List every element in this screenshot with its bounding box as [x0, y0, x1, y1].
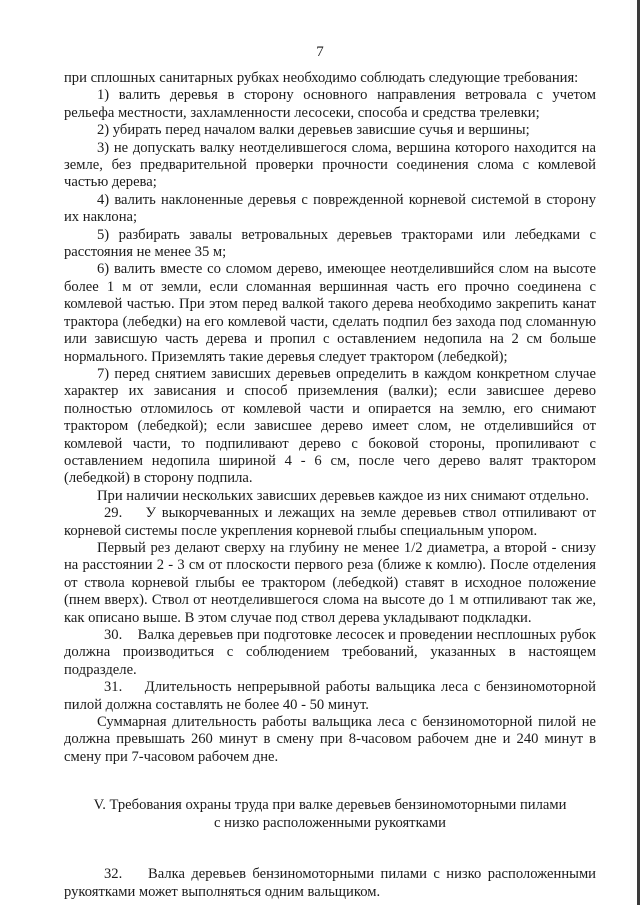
- paragraph-first-cut: Первый рез делают сверху на глубину не менее 1/2 диаметра, а второй - снизу на расстоянии 2 - 3 см от плоскости первого реза (ближе к комлю). После отделения от ствола корневой глыбы ее трактором (лебедкой) ставят в исходное положение (пнем вверх). Ствол от неотделившегося слома на высоте до 1 м отпиливают так же, как описано выше. В этом случае под ствол дерева укладывают подкладки.: [64, 539, 596, 626]
- paragraph-item-6: 6) валить вместе со сломом дерево, имеющее неотделившийся слом на высоте более 1 м от земли, если сломанная вершинная часть его прочно соединена с комлевой частью. При этом перед валкой такого дерева необходимо закрепить канат трактора (лебедки) на его комлевой части, сделать подпил без захода под сломанную или зависшую часть дерева и пропил с оставлением недопила на 2 см больше нормального. Приземлять такие деревья следует трактором (лебедкой);: [64, 261, 596, 365]
- paragraph-31: 31. Длительность непрерывной работы вальщика леса с бензиномоторной пилой должна составлять не более 40 - 50 минут.: [64, 679, 600, 713]
- paragraph-30: 30. Валка деревьев при подготовке лесосек и проведении несплошных рубок должна производиться с соблюдением требований, указанных в настоящем подразделе.: [64, 627, 600, 678]
- paragraph-item-7: 7) перед снятием зависших деревьев определить в каждом конкретном случае характер их зависания и способ приземления (валки); если зависшее дерево полностью отломилось от комлевой части и опирается на землю, его снимают трактором (лебедкой); если зависшее дерево имеет слом, не отделившийся от комлевой части, то подпиливают дерево с боковой стороны, пропиливают с оставлением недопила шириной 4 - 6 см, после чего дерево валят трактором (лебедкой) в сторону подпила.: [64, 365, 596, 487]
- paragraph-intro: при сплошных санитарных рубках необходимо соблюдать следующие требования:: [64, 70, 579, 86]
- paragraph-item-1: 1) валить деревья в сторону основного направления ветровала с учетом рельефа местности, захламленности лесосеки, способа и средства трелевки;: [64, 87, 596, 121]
- section-title-line-2: с низко расположенными рукоятками: [214, 815, 446, 832]
- paragraph-item-5: 5) разбирать завалы ветровальных деревьев тракторами или лебедками с расстояния не менее 35 м;: [64, 226, 596, 261]
- paragraph-item-4: 4) валить наклоненные деревья с поврежденной корневой системой в сторону их наклона;: [64, 191, 596, 226]
- page-number: 7: [316, 44, 324, 60]
- paragraph-32: 32. Валка деревьев бензиномоторными пилами с низко расположенными рукоятками может выполняться одним вальщиком.: [64, 866, 600, 900]
- paragraph-item-2: 2) убирать перед началом валки деревьев зависшие сучья и вершины;: [97, 122, 530, 139]
- paragraph-multiple-hanging: При наличии нескольких зависших деревьев каждое из них снимают отдельно.: [97, 487, 590, 504]
- paragraph-total-duration: Суммарная длительность работы вальщика леса с бензиномоторной пилой не должна превышать 260 минут в смену при 8-часовом рабочем дне и 240 минут в смену при 7-часовом рабочем дне.: [64, 714, 596, 765]
- document-body: [64, 70, 600, 901]
- paragraph-item-3: 3) не допускать валку неотделившегося слома, вершина которого находится на земле, без предварительной проверки прочности соединения слома с комлевой частью дерева;: [64, 139, 596, 191]
- paragraph-29: 29. У выкорчеванных и лежащих на земле деревьев ствол отпиливают от корневой системы после укрепления корневой глыбы специальным упором.: [64, 505, 600, 539]
- section-title: [64, 796, 596, 832]
- section-title-line-1: V. Требования охраны труда при валке деревьев бензиномоторными пилами: [93, 797, 567, 814]
